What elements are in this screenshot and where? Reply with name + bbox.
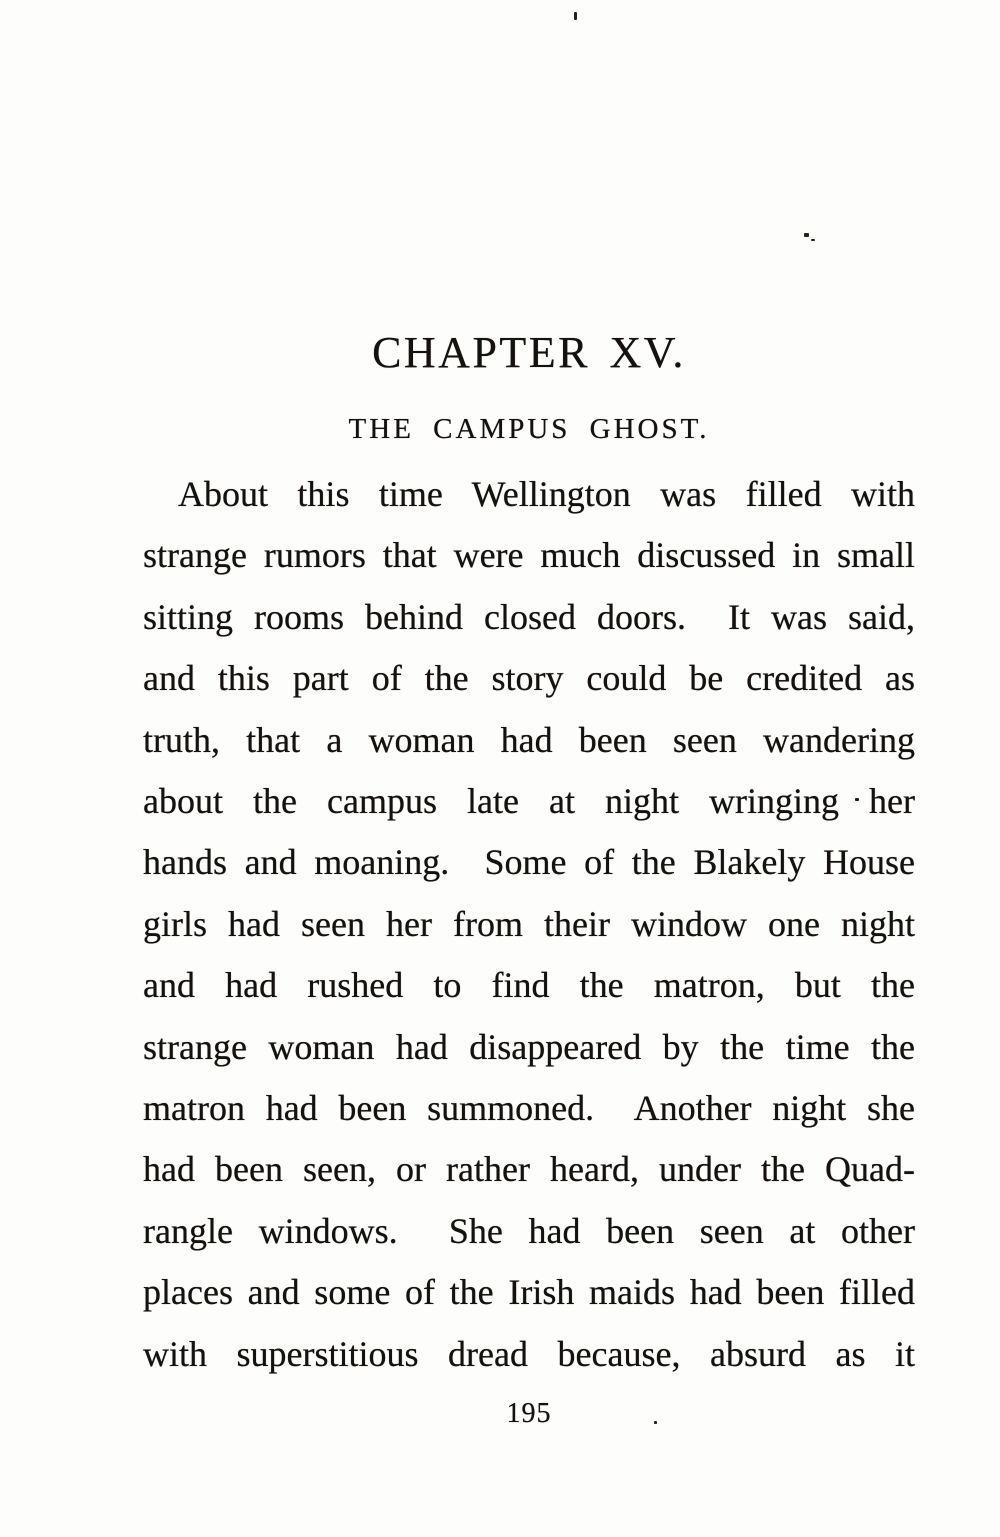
- body-line: rangle windows. She had been seen at other: [143, 1210, 915, 1251]
- scan-speck: [804, 233, 809, 237]
- body-line: and had rushed to find the matron, but the: [143, 965, 915, 1006]
- body-paragraph: [143, 464, 915, 1385]
- body-line: had been seen, or rather heard, under the Quad-: [143, 1149, 915, 1190]
- section-heading: THE CAMPUS GHOST.: [348, 413, 710, 445]
- body-line: hands and moaning. Some of the Blakely House: [143, 842, 915, 883]
- page-number: 195: [506, 1398, 552, 1429]
- body-line: About this time Wellington was filled with: [178, 474, 915, 514]
- body-line: strange woman had disappeared by the time the: [143, 1026, 915, 1067]
- body-line: about the campus late at night wringing her: [143, 781, 915, 822]
- scan-speck: [574, 12, 577, 20]
- body-line: with superstitious dread because, absurd as it: [143, 1333, 915, 1374]
- body-line: truth, that a woman had been seen wandering: [143, 719, 915, 760]
- body-line: sitting rooms behind closed doors. It was said,: [143, 596, 915, 637]
- body-line: matron had been summoned. Another night she: [143, 1088, 915, 1129]
- chapter-heading: CHAPTER XV.: [372, 328, 686, 377]
- body-line: and this part of the story could be credited as: [143, 658, 915, 699]
- body-line: strange rumors that were much discussed in small: [143, 535, 915, 576]
- body-line: girls had seen her from their window one night: [143, 903, 915, 944]
- scan-speck: [811, 239, 815, 241]
- body-line: places and some of the Irish maids had been filled: [143, 1272, 915, 1313]
